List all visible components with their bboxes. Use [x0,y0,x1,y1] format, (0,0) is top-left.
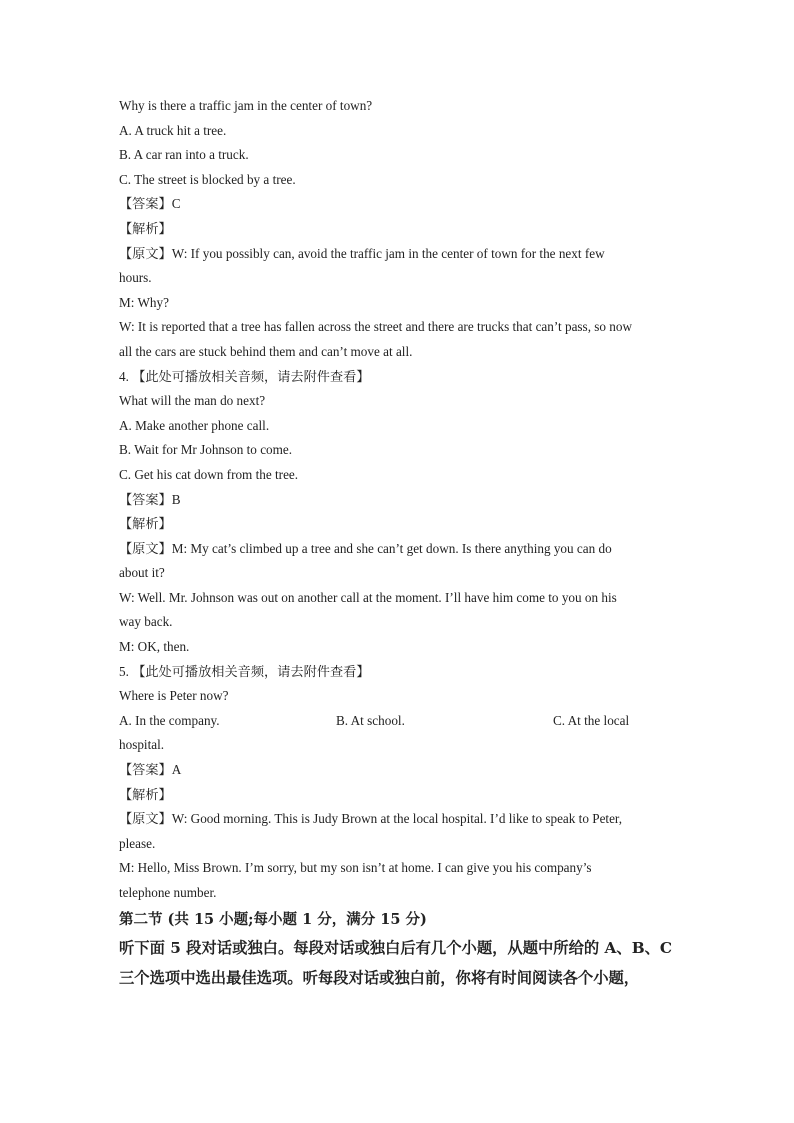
q5-question: Where is Peter now? [119,688,229,704]
q4-script-line: way back. [119,614,173,630]
section2-title: 第二节 (共 15 小题;每小题 1 分，满分 15 分) [119,910,427,928]
section2-instruction: 三个选项中选出最佳选项。听每段对话或独白前，你将有时间阅读各个小题， [119,968,640,987]
q5-header: 5. 【此处可播放相关音频，请去附件查看】 [119,663,370,679]
q5-option-c-continued: hospital. [119,737,165,753]
q3-option-b: B. A car ran into a truck. [119,147,249,163]
q3-script-line: hours. [119,270,152,286]
q4-script-line: W: Well. Mr. Johnson was out on another call at the moment. I’ll have him come to you on his [119,589,617,605]
q4-answer: 【答案】B [119,491,181,507]
q5-script-line: 【原文】W: Good morning. This is Judy Brown at the local hospital. I’d like to speak to Peter, [119,811,623,827]
q5-script-line: please. [119,835,156,851]
q5-options-row [119,709,699,734]
q4-analysis: 【解析】 [119,516,172,532]
q3-option-a: A. A truck hit a tree. [119,122,227,138]
q3-answer: 【答案】C [119,196,181,212]
q5-script-line: M: Hello, Miss Brown. I’m sorry, but my son isn’t at home. I can give you his company’s [119,860,592,876]
q4-option-a: A. Make another phone call. [119,417,270,433]
q5-analysis: 【解析】 [119,786,172,802]
q3-script-line: M: Why? [119,294,169,310]
q3-option-c: C. The street is blocked by a tree. [119,171,296,187]
q4-question: What will the man do next? [119,393,266,409]
q5-option-b: B. At school. [336,712,405,728]
q4-script-line: about it? [119,565,165,581]
q3-question: Why is there a traffic jam in the center of town? [119,98,373,113]
q4-script-line: M: OK, then. [119,639,190,655]
q4-script-line: 【原文】M: My cat’s climbed up a tree and she can’t get down. Is there anything you can do [119,540,612,556]
q5-option-c: C. At the local [553,712,630,728]
q3-script-line: W: It is reported that a tree has fallen across the street and there are trucks that can’t pass, so now [119,319,633,335]
q3-analysis: 【解析】 [119,220,172,236]
q5-script-line: telephone number. [119,885,217,900]
section2-instruction: 听下面 5 段对话或独白。每段对话或独白后有几个小题，从题中所给的 A、B、C [119,938,673,957]
q4-option-b: B. Wait for Mr Johnson to come. [119,442,293,458]
q5-answer: 【答案】A [119,762,182,778]
q3-script-line: all the cars are stuck behind them and can’t move at all. [119,343,413,359]
q4-option-c: C. Get his cat down from the tree. [119,466,299,482]
q3-script-line: 【原文】W: If you possibly can, avoid the traffic jam in the center of town for the next few [119,245,605,261]
q4-header: 4. 【此处可播放相关音频，请去附件查看】 [119,368,370,384]
q5-option-a: A. In the company. [119,712,220,728]
document-content [119,94,699,993]
